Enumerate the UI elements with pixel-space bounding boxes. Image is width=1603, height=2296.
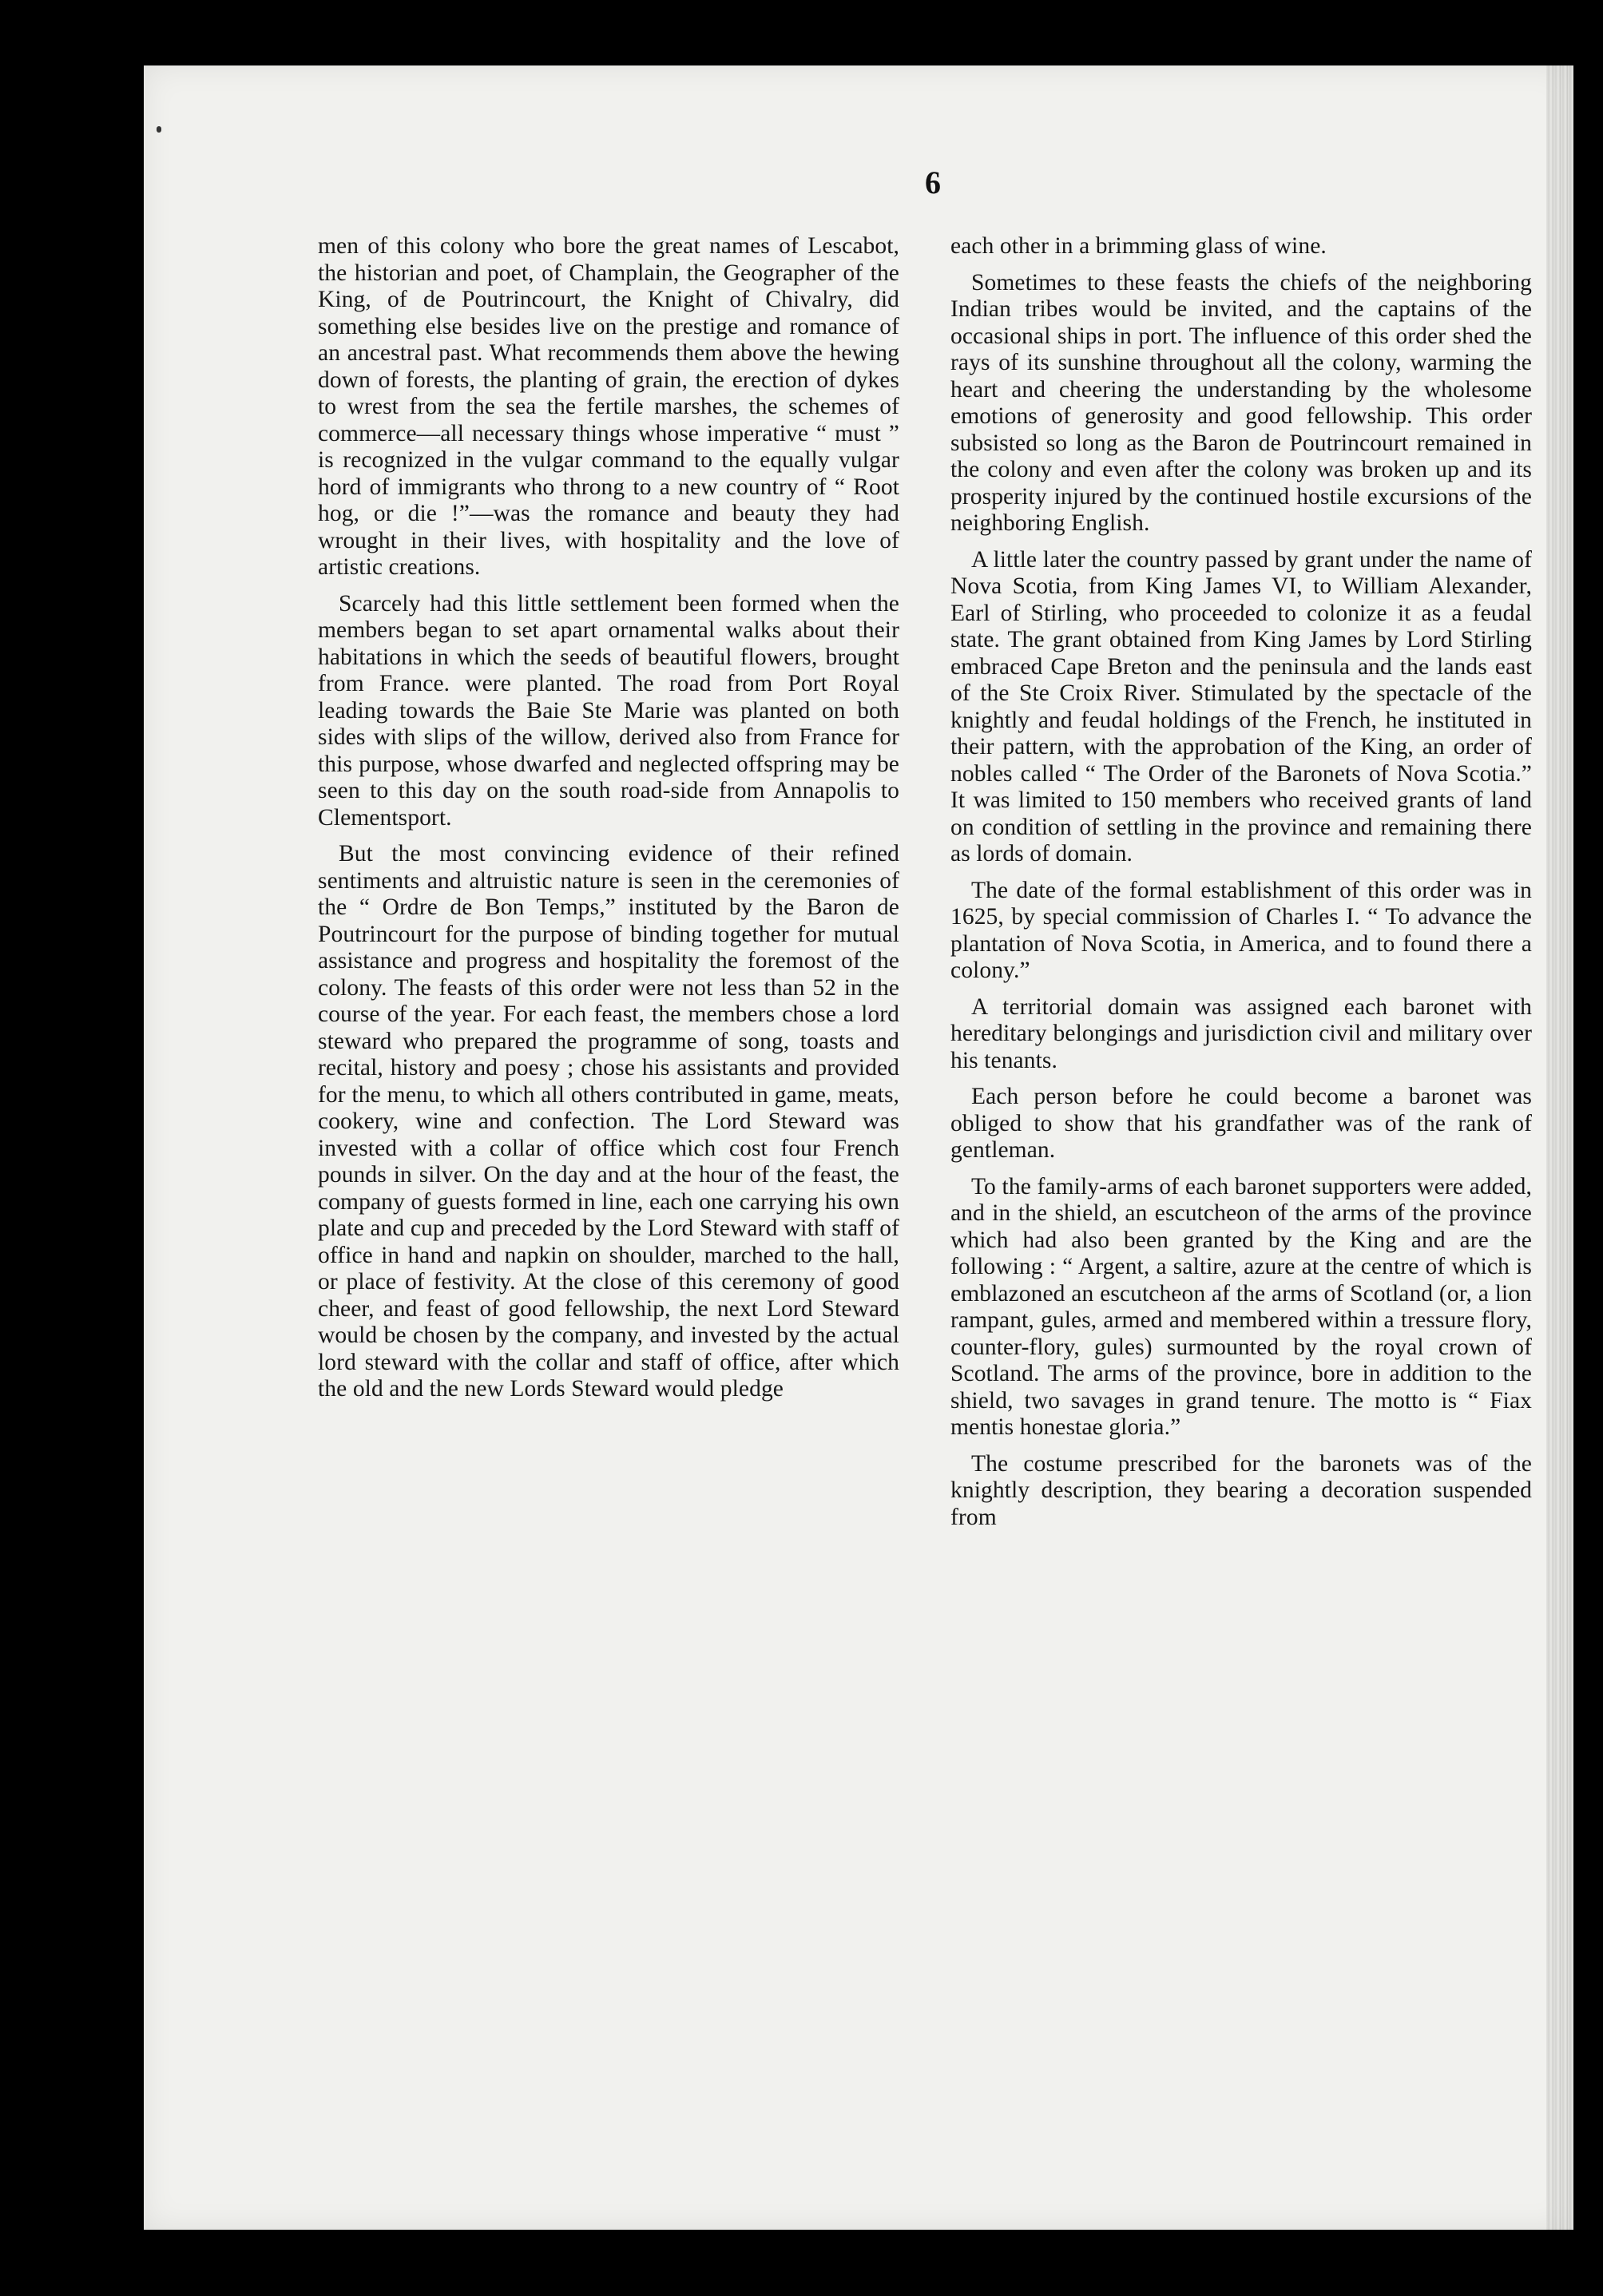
right-paragraph-4: The date of the formal establishment of this order was in 1625, by special commission of Charles I. “ To advance the plantation of Nova Scotia, in America, and to found there a colony.” (950, 877, 1532, 983)
right-paragraph-8: The costume prescribed for the baronets was of the knightly description, they bearing a decoration suspended from (950, 1450, 1532, 1530)
right-paragraph-2: Sometimes to these feasts the chiefs of the neighboring Indian tribes would be invited, and the captains of the occasional ships in port. The influence of this order shed the rays of its sunshine throughout all the colony, warming the heart and cheering the understanding by the wholesome emotions of generosity and good fellowship. This order subsisted so long as the Baron de Poutrincourt remained in the colony and even after the colony was broken up and its prosperity injured by the continued hostile excursions of the neighboring English. (950, 269, 1532, 536)
left-paragraph-1: men of this colony who bore the great names of Lescabot, the historian and poet, of Champlain, the Geographer of the King, of de Poutrincourt, the Knight of Chivalry, did something else besides live on the prestige and romance of an ancestral past. What recommends them above the hewing down of forests, the planting of grain, the erection of dykes to wrest from the sea the fertile marshes, the schemes of commerce—all necessary things whose imperative “ must ” is recognized in the vulgar command to the equally vulgar hord of immigrants who throng to a new country of “ Root hog, or die !”—was the romance and beauty they had wrought in their lives, with hospitality and the love of artistic creations. (318, 233, 899, 580)
right-paragraph-1: each other in a brimming glass of wine. (950, 233, 1327, 259)
right-paragraph-6: Each person before he could become a baronet was obliged to show that his grandfather was of the rank of gentleman. (950, 1084, 1532, 1163)
page-edge-strip (1546, 65, 1573, 2230)
left-paragraph-2: Scarcely had this little settlement been formed when the members began to set apart ornamental walks about their habitations in which the seeds of beautiful flowers, brought from France. were planted. The road from Port Royal leading towards the Baie Ste Marie was planted on both sides with slips of the willow, derived also from France for this purpose, whose dwarfed and neglected offspring may be seen to this day on the south road-side from Annapolis to Clementsport. (318, 590, 899, 831)
scan-dot-mark (157, 126, 161, 133)
page-number: 6 (925, 165, 941, 200)
right-paragraph-7: To the family-arms of each baronet supporters were added, and in the shield, an escutcheon of the arms of the province which had also been granted by the King and are the following : “ Argent, a saltire, azure at the centre of which is emblazoned an escutcheon af the arms of Scotland (or, a lion rampant, gules, armed and membered within a tressure flory, counter-flory, gules) surmounted by the royal crown of Scotland. The arms of the province, bore in addition to the shield, two savages in grand tenure. The motto is “ Fiax mentis honestae gloria.” (950, 1173, 1532, 1440)
right-paragraph-5: A territorial domain was assigned each baronet with hereditary belongings and jurisdiction civil and military over his tenants. (950, 993, 1532, 1073)
right-column (950, 233, 1532, 1541)
right-paragraph-3: A little later the country passed by grant under the name of Nova Scotia, from King James VI, to William Alexander, Earl of Stirling, who proceeded to colonize it as a feudal state. The grant obtained from King James by Lord Stirling embraced Cape Breton and the peninsula and the lands east of the Ste Croix River. Stimulated by the spectacle of the knightly and feudal holdings of the French, he instituted in their pattern, with the approbation of the King, an order of nobles called “ The Order of the Baronets of Nova Scotia.” It was limited to 150 members who received grants of land on condition of settling in the province and remaining there as lords of domain. (950, 546, 1532, 866)
left-column (318, 233, 899, 1413)
left-paragraph-3: But the most convincing evidence of their refined sentiments and altruistic nature is seen in the ceremonies of the “ Ordre de Bon Temps,” instituted by the Baron de Poutrincourt for the purpose of binding together for mutual assistance and progress and hospitality the foremost of the colony. The feasts of this order were not less than 52 in the course of the year. For each feast, the members chose a lord steward who prepared the programme of song, toasts and recital, history and poesy ; chose his assistants and provided for the menu, to which all others contributed in game, meats, cookery, wine and confection. The Lord Steward was invested with a collar of office which cost four French pounds in silver. On the day and at the hour of the feast, the company of guests formed in line, each one carrying his own plate and cup and preceded by the Lord Steward with staff of office in hand and napkin on shoulder, marched to the hall, or place of festivity. At the close of this ceremony of good cheer, and feast of good fellowship, the next Lord Steward would be chosen by the company, and invested by the actual lord steward with the collar and staff of office, after which the old and the new Lords Steward would pledge (318, 841, 899, 1402)
